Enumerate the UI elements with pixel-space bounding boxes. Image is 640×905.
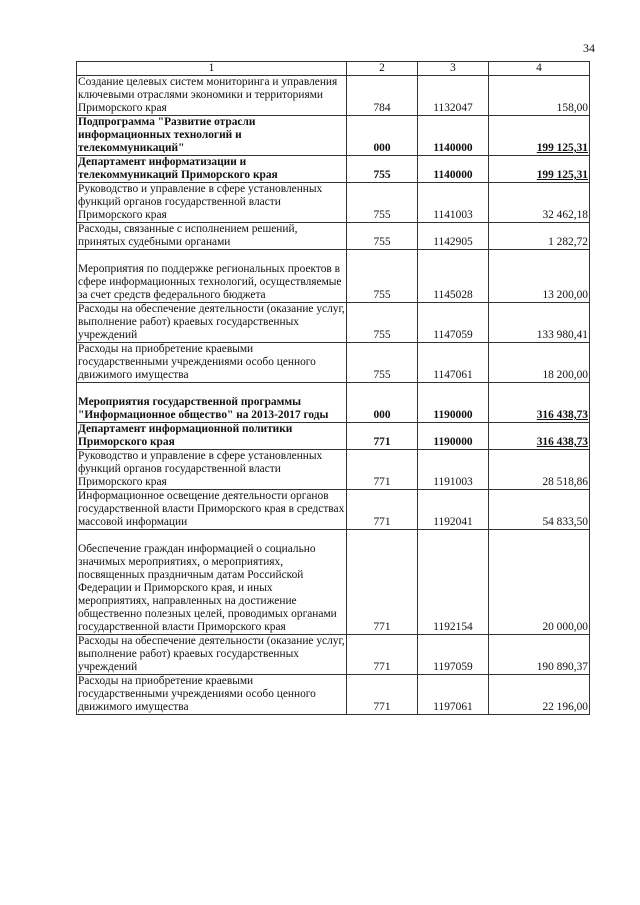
cell-target-code: 1190000 (418, 423, 489, 450)
budget-table (76, 61, 590, 715)
cell-ministry-code: 755 (347, 183, 418, 223)
cell-ministry-code: 755 (347, 303, 418, 343)
table-row (77, 250, 590, 303)
cell-amount: 54 833,50 (489, 490, 590, 530)
cell-ministry-code: 784 (347, 76, 418, 116)
cell-name: Расходы на приобретение краевыми государственными учреждениями особо ценного движимого имущества (77, 675, 347, 715)
cell-target-code: 1147059 (418, 303, 489, 343)
table-row (77, 635, 590, 675)
cell-ministry-code: 771 (347, 635, 418, 675)
cell-name: Департамент информатизации и телекоммуникаций Приморского края (77, 156, 347, 183)
cell-target-code: 1197059 (418, 635, 489, 675)
cell-name: Расходы на обеспечение деятельности (оказание услуг, выполнение работ) краевых государственных учреждений (78, 303, 345, 341)
cell-amount: 199 125,31 (489, 116, 590, 156)
cell-amount: 158,00 (489, 76, 590, 116)
table-row (77, 343, 590, 383)
cell-amount: 199 125,31 (489, 156, 590, 183)
cell-name: Руководство и управление в сфере установленных функций органов государственной власти Приморского края (77, 450, 347, 490)
cell-amount: 316 438,73 (489, 383, 590, 423)
cell-ministry-code: 771 (347, 530, 418, 635)
cell-ministry-code: 755 (347, 223, 418, 250)
table-row (77, 490, 590, 530)
table-row (77, 223, 590, 250)
table-body (77, 76, 590, 715)
cell-name: Расходы, связанные с исполнением решений, принятых судебными органами (77, 223, 347, 250)
cell-name: Расходы на обеспечение деятельности (оказание услуг, выполнение работ) краевых государственных учреждений (78, 635, 345, 673)
column-header-2: 2 (347, 62, 418, 76)
cell-name: Создание целевых систем мониторинга и управления ключевыми отраслями экономики и территориями Приморского края (77, 76, 347, 116)
table-row (77, 183, 590, 223)
cell-target-code: 1132047 (418, 76, 489, 116)
cell-target-code: 1141003 (418, 183, 489, 223)
cell-amount: 22 196,00 (489, 675, 590, 715)
cell-amount: 133 980,41 (489, 303, 590, 343)
cell-name: Расходы на приобретение краевыми государственными учреждениями особо ценного движимого имущества (77, 343, 347, 383)
cell-target-code: 1140000 (418, 116, 489, 156)
cell-target-code: 1147061 (418, 343, 489, 383)
cell-target-code: 1192041 (418, 490, 489, 530)
column-header-4: 4 (489, 62, 590, 76)
cell-amount: 18 200,00 (489, 343, 590, 383)
cell-name: Мероприятия государственной программы "Информационное общество" на 2013-2017 годы (77, 383, 347, 423)
table-row (77, 450, 590, 490)
cell-target-code: 1192154 (418, 530, 489, 635)
column-header-3: 3 (418, 62, 489, 76)
cell-ministry-code: 755 (347, 250, 418, 303)
cell-target-code: 1140000 (418, 156, 489, 183)
cell-amount: 32 462,18 (489, 183, 590, 223)
cell-ministry-code: 771 (347, 450, 418, 490)
table-row (77, 675, 590, 715)
cell-name: Обеспечение граждан информацией о социально значимых мероприятиях, о мероприятиях, посвященных праздничным датам Российской Федерации и Приморского края, и иных мероприятиях, направленных на достижение общественно полезных целей, проводимых органами государственной власти Приморского края (77, 530, 347, 635)
cell-target-code: 1197061 (418, 675, 489, 715)
cell-target-code: 1191003 (418, 450, 489, 490)
table-row (77, 303, 590, 343)
cell-name: Информационное освещение деятельности органов государственной власти Приморского края в средствах массовой информации (77, 490, 347, 530)
cell-name: Подпрограмма "Развитие отрасли информационных технологий и телекоммуникаций" (77, 116, 347, 156)
cell-name: Мероприятия по поддержке региональных проектов в сфере информационных технологий, осуществляемые за счет средств федерального бюджета (77, 250, 347, 303)
cell-amount: 1 282,72 (489, 223, 590, 250)
cell-ministry-code: 771 (347, 490, 418, 530)
cell-ministry-code: 000 (347, 383, 418, 423)
cell-ministry-code: 771 (347, 675, 418, 715)
column-header-1: 1 (77, 62, 347, 76)
cell-ministry-code: 000 (347, 116, 418, 156)
cell-ministry-code: 755 (347, 156, 418, 183)
table-row (77, 116, 590, 156)
cell-name: Департамент информационной политики Приморского края (77, 423, 347, 450)
cell-target-code: 1190000 (418, 383, 489, 423)
table-row (77, 76, 590, 116)
table-row (77, 156, 590, 183)
cell-amount: 316 438,73 (489, 423, 590, 450)
cell-amount: 13 200,00 (489, 250, 590, 303)
cell-target-code: 1145028 (418, 250, 489, 303)
table-row (77, 423, 590, 450)
page-number: 34 (583, 41, 595, 55)
cell-name: Руководство и управление в сфере установленных функций органов государственной власти Приморского края (77, 183, 347, 223)
table-row (77, 530, 590, 635)
cell-ministry-code: 755 (347, 343, 418, 383)
cell-ministry-code: 771 (347, 423, 418, 450)
cell-target-code: 1142905 (418, 223, 489, 250)
header-row (77, 62, 590, 76)
cell-amount: 190 890,37 (489, 635, 590, 675)
cell-amount: 28 518,86 (489, 450, 590, 490)
table-row (77, 383, 590, 423)
cell-amount: 20 000,00 (489, 530, 590, 635)
